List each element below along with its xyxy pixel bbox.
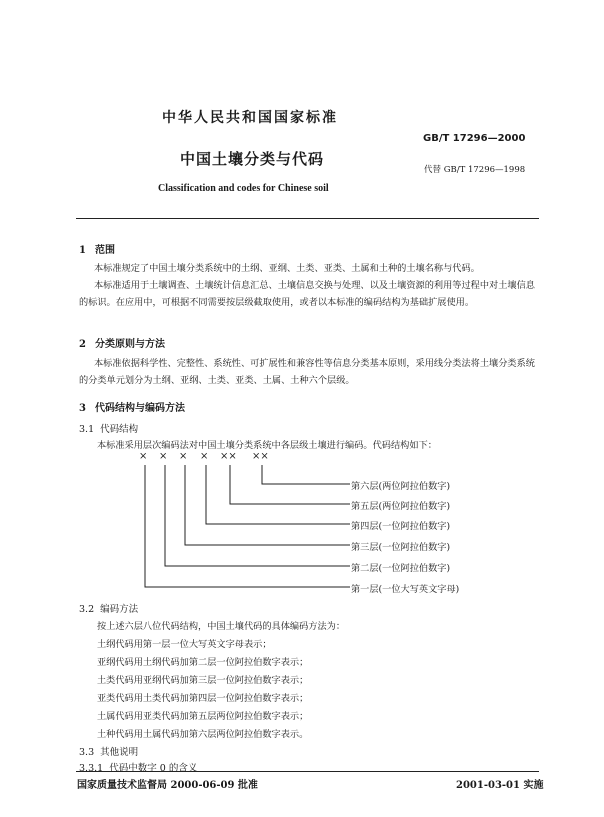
coding-method-line-5: 亚类代码用土类代码加第四层一位阿拉伯数字表示； — [97, 693, 309, 704]
section-1-title: 范围 — [95, 245, 115, 256]
section-2-number: 2 — [79, 339, 86, 350]
code-mark-5: ×× — [220, 451, 237, 462]
code-mark-3: × — [179, 451, 188, 462]
coding-method-line-6: 土属代码用亚类代码加第五层两位阿拉伯数字表示； — [97, 711, 309, 722]
connector-level-1 — [145, 465, 350, 587]
code-mark-4: × — [200, 451, 209, 462]
level-3-label: 第三层(一位阿拉伯数字) — [351, 542, 451, 553]
section-3-2-number: 3.2 — [79, 604, 95, 615]
connector-level-6 — [262, 465, 350, 484]
footer-divider — [76, 771, 539, 772]
level-5-label: 第五层(两位阿拉伯数字) — [351, 501, 451, 512]
implementation-date: 2001-03-01 实施 — [456, 780, 544, 791]
section-1-paragraph-2: 本标准适用于土壤调查、土壤统计信息汇总、土壤信息交换与处理、以及土壤资源的利用等过程中对土壤信息的标识。在应用中，可根据不同需要按层级截取使用，或者以本标准的编码结构为基础扩展使用。 — [79, 280, 535, 308]
coding-method-line-3: 亚纲代码用土纲代码加第二层一位阿拉伯数字表示； — [97, 657, 309, 668]
section-3-2-heading — [79, 601, 138, 615]
section-3-1-number: 3.1 — [79, 424, 95, 435]
section-2-paragraph-1: 本标准依据科学性、完整性、系统性、可扩展性和兼容性等信息分类基本原则，采用线分类法将土壤分类系统的分类单元划分为土纲、亚纲、土类、亚类、土属、土种六个层级。 — [79, 358, 535, 386]
level-2-label: 第二层(一位阿拉伯数字) — [351, 563, 451, 574]
section-3-1-title: 代码结构 — [100, 424, 139, 435]
section-1-paragraph-1: 本标准规定了中国土壤分类系统中的土纲、亚纲、土类、亚类、土属和土种的土壤名称与代码。 — [94, 263, 480, 274]
coding-method-line-7: 土种代码用土属代码加第六层两位阿拉伯数字表示。 — [97, 729, 309, 740]
section-3-3-1-number: 3.3.1 — [79, 763, 104, 774]
english-title: Classification and codes for Chinese soil — [158, 183, 329, 194]
coding-method-line-1: 按上述六层八位代码结构，中国土壤代码的具体编码方法为： — [97, 621, 346, 632]
section-3-1-text: 本标准采用层次编码法对中国土壤分类系统中各层级土壤进行编码。代码结构如下： — [97, 440, 437, 451]
section-3-number: 3 — [79, 403, 86, 414]
level-4-label: 第四层(一位阿拉伯数字) — [351, 521, 451, 532]
section-3-3-heading — [79, 744, 138, 758]
section-1-number: 1 — [79, 245, 86, 256]
coding-method-line-2: 土纲代码用第一层一位大写英文字母表示； — [97, 639, 272, 650]
connector-level-3 — [185, 465, 350, 545]
section-3-title: 代码结构与编码方法 — [95, 403, 185, 414]
section-3-2-title: 编码方法 — [100, 604, 139, 615]
coding-method-line-4: 土类代码用亚纲代码加第三层一位阿拉伯数字表示； — [97, 675, 309, 686]
level-6-label: 第六层(两位阿拉伯数字) — [351, 481, 451, 492]
section-2-title: 分类原则与方法 — [95, 339, 165, 350]
level-1-label: 第一层(一位大写英文字母) — [351, 584, 460, 595]
approval-note: 国家质量技术监督局 2000-06-09 批准 — [77, 780, 258, 791]
section-3-3-1-title: 代码中数字 0 的含义 — [109, 763, 198, 774]
section-3-3-number: 3.3 — [79, 747, 95, 758]
connector-level-2 — [165, 465, 350, 566]
code-mark-1: × — [139, 451, 148, 462]
standard-number: GB/T 17296—2000 — [423, 133, 526, 144]
code-mark-6: ×× — [252, 451, 269, 462]
standard-title: 中华人民共和国国家标准 — [162, 110, 338, 126]
replaces-note: 代替 GB/T 17296—1998 — [424, 165, 526, 175]
section-3-3-title: 其他说明 — [100, 747, 139, 758]
code-mark-2: × — [159, 451, 168, 462]
connector-level-4 — [206, 465, 350, 524]
document-title: 中国土壤分类与代码 — [180, 150, 325, 168]
